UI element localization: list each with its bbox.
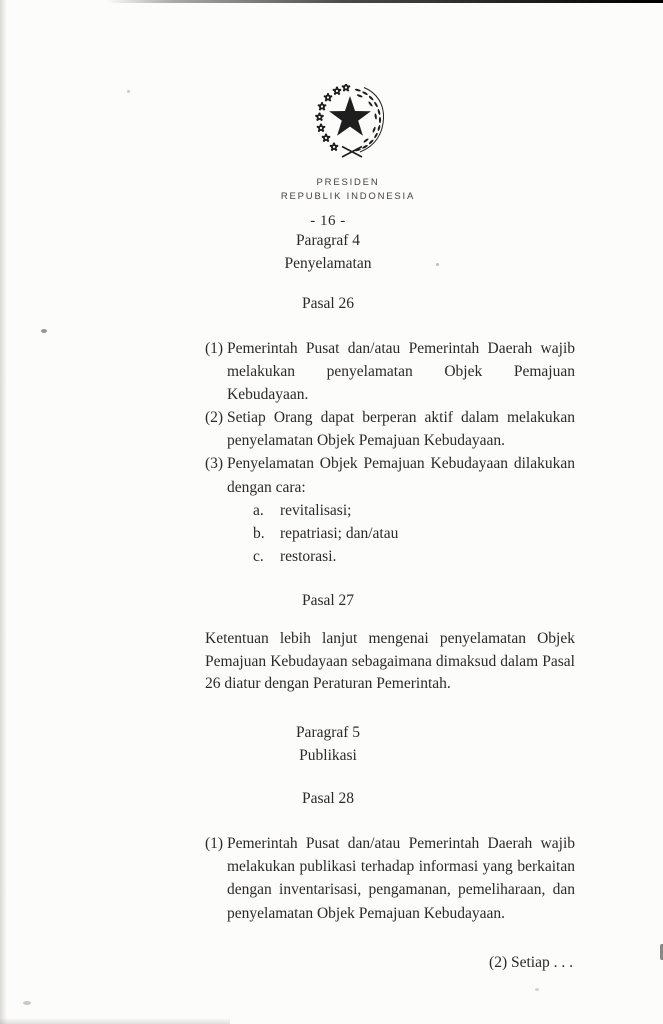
sub-list-item	[205, 522, 575, 545]
list-item	[205, 406, 575, 452]
paragraf-5-title: Paragraf 5	[295, 724, 361, 741]
sub-item-letter: a.	[253, 501, 264, 519]
letterhead	[36, 176, 660, 203]
scan-bottom-edge-shadow	[0, 1018, 230, 1024]
scan-speck	[41, 329, 47, 333]
item-number: (2)	[205, 409, 224, 427]
letterhead-republik-indonesia: REPUBLIK INDONESIA	[280, 190, 416, 202]
letterhead-presiden: PRESIDEN	[316, 177, 380, 188]
pasal-28-body	[205, 832, 575, 925]
scan-speck	[127, 90, 130, 93]
scan-speck	[535, 988, 539, 991]
item-text: Penyelamatan Objek Pemajuan Kebudayaan dilakukan dengan cara:	[227, 455, 575, 496]
scan-top-edge-line	[0, 0, 663, 3]
scan-left-edge-shadow	[0, 0, 7, 1024]
pasal-26-body	[205, 337, 575, 568]
item-number: (1)	[205, 340, 224, 357]
catchword-continuation: (2) Setiap . . .	[489, 954, 573, 971]
sub-item-letter: c.	[253, 547, 264, 565]
page-number: - 16 -	[310, 213, 346, 229]
pasal-27-body: Ketentuan lebih lanjut mengenai penyelamatan Objek Pemajuan Kebudayaan sebagaimana dimaksud dalam Pasal 26 diatur dengan Peraturan Pemerintah.	[205, 630, 575, 693]
pasal-27-heading: Pasal 27	[301, 592, 355, 609]
pasal-28-heading: Pasal 28	[301, 790, 355, 807]
sub-item-letter: b.	[253, 524, 265, 542]
presidential-seal-icon	[302, 84, 398, 162]
item-number: (3)	[205, 455, 224, 473]
section-paragraf-5	[0, 721, 656, 767]
item-text: Pemerintah Pusat dan/atau Pemerintah Daerah wajib melakukan publikasi terhadap informasi yang berkaitan dengan inventarisasi, pengamanan, pemeliharaan, dan penyelamatan Objek Pemajuan Kebudayaan.	[227, 835, 575, 922]
paragraf-4-title: Paragraf 4	[295, 232, 361, 249]
sub-item-text: revitalisasi;	[280, 501, 352, 519]
sub-list-item	[205, 499, 575, 522]
paragraf-4-subtitle: Penyelamatan	[284, 255, 372, 272]
list-item	[205, 337, 575, 406]
sub-list-item	[205, 545, 575, 568]
section-paragraf-4	[0, 229, 656, 275]
star-icon	[329, 96, 371, 136]
scan-speck	[23, 1001, 31, 1005]
paragraf-5-subtitle: Publikasi	[299, 747, 357, 764]
item-number: (1)	[205, 835, 224, 852]
item-text: Pemerintah Pusat dan/atau Pemerintah Daerah wajib melakukan penyelamatan Objek Pemajuan Kebudayaan.	[227, 340, 575, 404]
list-item	[205, 452, 575, 498]
sub-item-text: repatriasi; dan/atau	[280, 524, 399, 542]
pasal-26-heading: Pasal 26	[301, 295, 355, 312]
sub-item-text: restorasi.	[280, 547, 337, 565]
item-text: Setiap Orang dapat berperan aktif dalam melakukan penyelamatan Objek Pemajuan Kebudayaan.	[227, 409, 575, 450]
list-item	[205, 832, 575, 925]
